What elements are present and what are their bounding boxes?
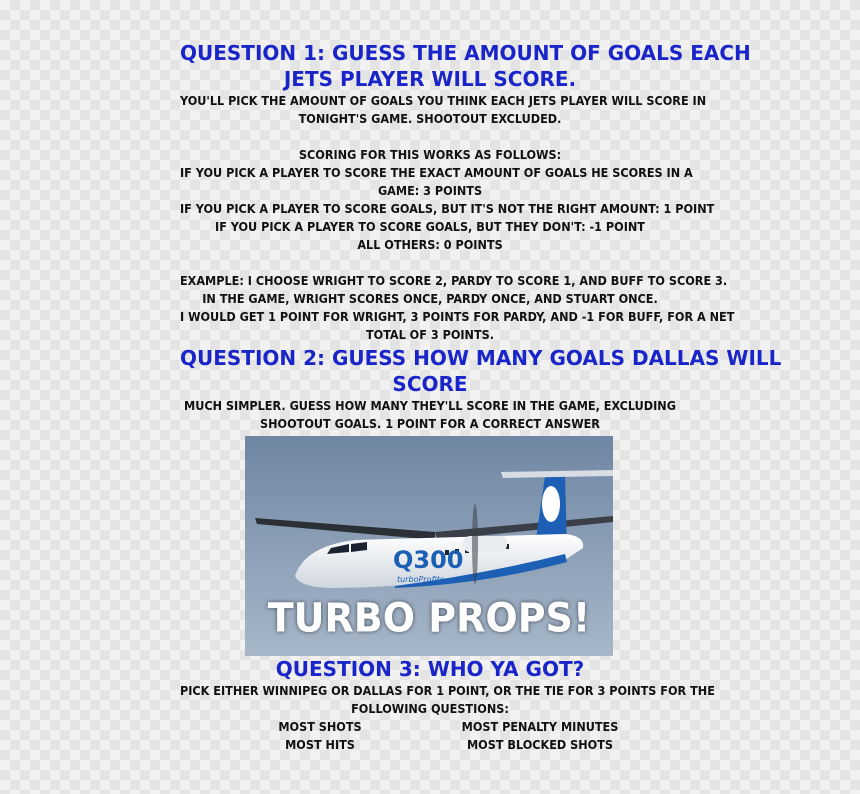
turboprop-photo	[245, 436, 613, 656]
body-line: MUCH SIMPLER. GUESS HOW MANY THEY'LL SCORE IN THE GAME, EXCLUDING	[184, 398, 676, 413]
fuselage-subtext: turboProfits	[397, 575, 444, 584]
category-label: MOST SHOTS	[278, 719, 362, 734]
body-line: SHOOTOUT GOALS. 1 POINT FOR A CORRECT ANSWER	[260, 416, 600, 431]
body-line: I WOULD GET 1 POINT FOR WRIGHT, 3 POINTS FOR PARDY, AND -1 FOR BUFF, FOR A NET	[180, 309, 735, 324]
question-2-body	[180, 397, 680, 433]
question-2-title	[180, 345, 782, 397]
question-3-body	[180, 682, 715, 718]
category-label: MOST BLOCKED SHOTS	[466, 737, 614, 752]
category-row	[180, 736, 680, 754]
blank-line	[180, 254, 680, 272]
question-3-categories	[180, 718, 680, 754]
question-1-section	[180, 40, 751, 344]
body-line: PICK EITHER WINNIPEG OR DALLAS FOR 1 POINT, OR THE TIE FOR 3 POINTS FOR THE	[180, 683, 715, 698]
question-2-section	[180, 345, 782, 433]
body-line: ALL OTHERS: 0 POINTS	[357, 237, 503, 252]
body-line: IF YOU PICK A PLAYER TO SCORE GOALS, BUT IT'S NOT THE RIGHT AMOUNT: 1 POINT	[180, 201, 715, 216]
category-row	[180, 718, 680, 736]
body-line: GAME: 3 POINTS	[377, 183, 483, 198]
question-1-title-line-1: QUESTION 1: GUESS THE AMOUNT OF GOALS EACH	[180, 41, 751, 65]
question-1-title-line-2: JETS PLAYER WILL SCORE.	[283, 67, 577, 91]
body-line: EXAMPLE: I CHOOSE WRIGHT TO SCORE 2, PARDY TO SCORE 1, AND BUFF TO SCORE 3.	[180, 273, 728, 288]
question-1-body	[180, 92, 735, 344]
category-label: MOST HITS	[285, 737, 355, 752]
fuselage-text: Q300	[393, 546, 464, 574]
question-2-title-line-1: QUESTION 2: GUESS HOW MANY GOALS DALLAS WILL	[180, 346, 782, 370]
question-3-section	[180, 656, 715, 754]
question-1-title	[180, 40, 751, 92]
body-line: IF YOU PICK A PLAYER TO SCORE GOALS, BUT THEY DON'T: -1 POINT	[215, 219, 645, 234]
body-line: TOTAL OF 3 POINTS.	[365, 327, 495, 342]
body-line: YOU'LL PICK THE AMOUNT OF GOALS YOU THINK EACH JETS PLAYER WILL SCORE IN	[180, 93, 707, 108]
blank-line	[180, 128, 680, 146]
body-line: IN THE GAME, WRIGHT SCORES ONCE, PARDY ONCE, AND STUART ONCE.	[202, 291, 658, 306]
category-label: MOST PENALTY MINUTES	[461, 719, 619, 734]
question-2-title-line-2: SCORE	[392, 372, 468, 396]
question-3-title: QUESTION 3: WHO YA GOT?	[275, 657, 585, 681]
body-line: TONIGHT'S GAME. SHOOTOUT EXCLUDED.	[298, 111, 562, 126]
body-line: IF YOU PICK A PLAYER TO SCORE THE EXACT AMOUNT OF GOALS HE SCORES IN A	[180, 165, 693, 180]
body-line: FOLLOWING QUESTIONS:	[351, 701, 509, 716]
photo-caption: TURBO PROPS!	[267, 594, 591, 642]
body-line: SCORING FOR THIS WORKS AS FOLLOWS:	[298, 147, 562, 162]
